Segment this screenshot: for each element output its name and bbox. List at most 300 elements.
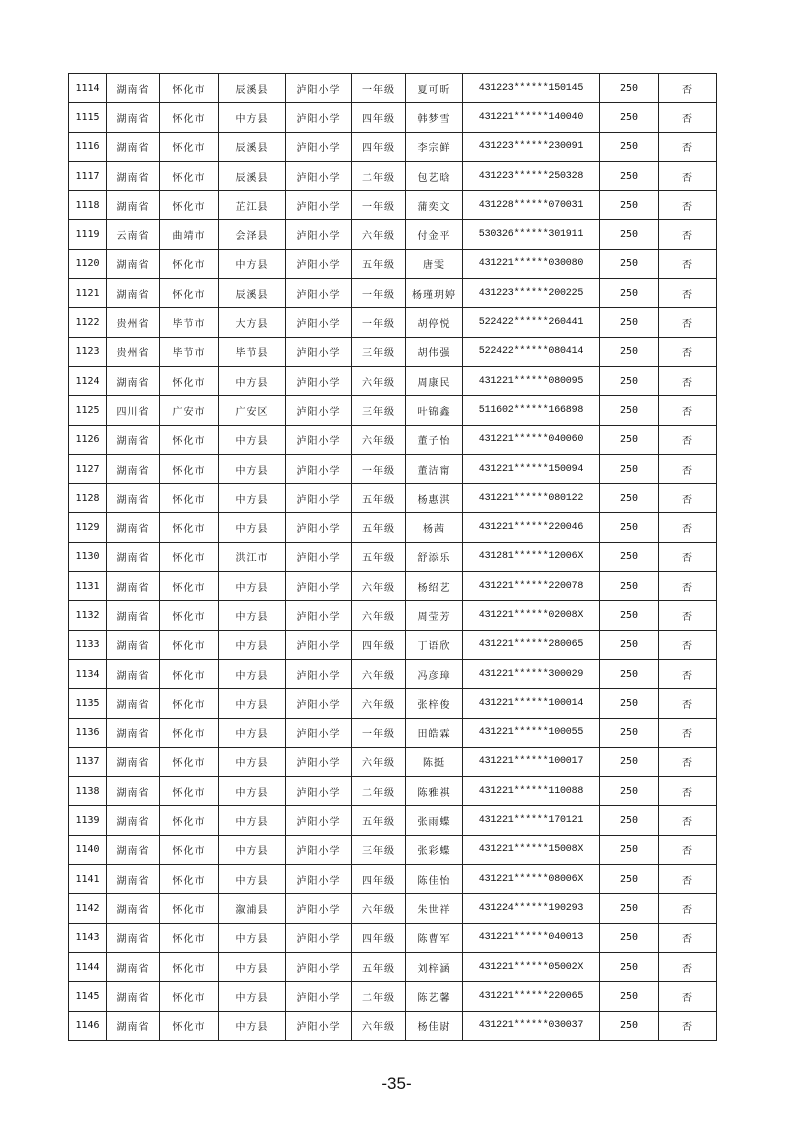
school-cell: 泸阳小学 xyxy=(286,835,352,864)
county-cell: 中方县 xyxy=(219,601,286,630)
school-cell: 泸阳小学 xyxy=(286,366,352,395)
grade-cell: 六年级 xyxy=(352,659,406,688)
table-row xyxy=(69,454,717,483)
amount-cell: 250 xyxy=(600,630,659,659)
county-cell: 中方县 xyxy=(219,425,286,454)
student-name-cell: 夏可昕 xyxy=(406,74,463,103)
student-name-cell: 陈佳怡 xyxy=(406,865,463,894)
id-number-cell: 431223******200225 xyxy=(463,279,600,308)
status-cell: 否 xyxy=(659,865,717,894)
school-cell: 泸阳小学 xyxy=(286,454,352,483)
school-cell: 泸阳小学 xyxy=(286,923,352,952)
city-cell: 怀化市 xyxy=(160,982,219,1011)
school-cell: 泸阳小学 xyxy=(286,747,352,776)
grade-cell: 六年级 xyxy=(352,366,406,395)
amount-cell: 250 xyxy=(600,572,659,601)
province-cell: 湖南省 xyxy=(107,923,160,952)
city-cell: 怀化市 xyxy=(160,689,219,718)
county-cell: 中方县 xyxy=(219,806,286,835)
grade-cell: 六年级 xyxy=(352,425,406,454)
row-number-cell: 1146 xyxy=(69,1011,107,1040)
county-cell: 中方县 xyxy=(219,513,286,542)
status-cell: 否 xyxy=(659,952,717,981)
county-cell: 中方县 xyxy=(219,777,286,806)
student-name-cell: 周莹芳 xyxy=(406,601,463,630)
status-cell: 否 xyxy=(659,572,717,601)
province-cell: 湖南省 xyxy=(107,865,160,894)
table-row xyxy=(69,689,717,718)
grade-cell: 四年级 xyxy=(352,132,406,161)
city-cell: 怀化市 xyxy=(160,865,219,894)
school-cell: 泸阳小学 xyxy=(286,249,352,278)
city-cell: 怀化市 xyxy=(160,425,219,454)
city-cell: 怀化市 xyxy=(160,572,219,601)
status-cell: 否 xyxy=(659,484,717,513)
status-cell: 否 xyxy=(659,454,717,483)
row-number-cell: 1119 xyxy=(69,220,107,249)
province-cell: 湖南省 xyxy=(107,191,160,220)
grade-cell: 六年级 xyxy=(352,1011,406,1040)
id-number-cell: 431221******02008X xyxy=(463,601,600,630)
school-cell: 泸阳小学 xyxy=(286,659,352,688)
amount-cell: 250 xyxy=(600,337,659,366)
city-cell: 广安市 xyxy=(160,396,219,425)
id-number-cell: 431221******100014 xyxy=(463,689,600,718)
row-number-cell: 1116 xyxy=(69,132,107,161)
table-row xyxy=(69,191,717,220)
amount-cell: 250 xyxy=(600,513,659,542)
student-name-cell: 胡伟强 xyxy=(406,337,463,366)
county-cell: 中方县 xyxy=(219,659,286,688)
grade-cell: 六年级 xyxy=(352,601,406,630)
grade-cell: 三年级 xyxy=(352,396,406,425)
grade-cell: 一年级 xyxy=(352,454,406,483)
id-number-cell: 431221******220046 xyxy=(463,513,600,542)
status-cell: 否 xyxy=(659,894,717,923)
id-number-cell: 522422******260441 xyxy=(463,308,600,337)
county-cell: 中方县 xyxy=(219,865,286,894)
province-cell: 湖南省 xyxy=(107,1011,160,1040)
province-cell: 湖南省 xyxy=(107,777,160,806)
province-cell: 湖南省 xyxy=(107,279,160,308)
city-cell: 曲靖市 xyxy=(160,220,219,249)
amount-cell: 250 xyxy=(600,279,659,308)
row-number-cell: 1125 xyxy=(69,396,107,425)
id-number-cell: 431221******040013 xyxy=(463,923,600,952)
status-cell: 否 xyxy=(659,718,717,747)
status-cell: 否 xyxy=(659,806,717,835)
table-row xyxy=(69,1011,717,1040)
school-cell: 泸阳小学 xyxy=(286,689,352,718)
county-cell: 毕节县 xyxy=(219,337,286,366)
city-cell: 怀化市 xyxy=(160,103,219,132)
status-cell: 否 xyxy=(659,74,717,103)
amount-cell: 250 xyxy=(600,718,659,747)
student-name-cell: 陈艺馨 xyxy=(406,982,463,1011)
school-cell: 泸阳小学 xyxy=(286,572,352,601)
table-row xyxy=(69,923,717,952)
county-cell: 中方县 xyxy=(219,249,286,278)
row-number-cell: 1144 xyxy=(69,952,107,981)
table-row xyxy=(69,513,717,542)
status-cell: 否 xyxy=(659,191,717,220)
id-number-cell: 511602******166898 xyxy=(463,396,600,425)
status-cell: 否 xyxy=(659,161,717,190)
row-number-cell: 1142 xyxy=(69,894,107,923)
province-cell: 湖南省 xyxy=(107,454,160,483)
grade-cell: 六年级 xyxy=(352,572,406,601)
province-cell: 湖南省 xyxy=(107,689,160,718)
student-name-cell: 胡停悦 xyxy=(406,308,463,337)
row-number-cell: 1114 xyxy=(69,74,107,103)
row-number-cell: 1132 xyxy=(69,601,107,630)
province-cell: 湖南省 xyxy=(107,601,160,630)
city-cell: 毕节市 xyxy=(160,337,219,366)
amount-cell: 250 xyxy=(600,484,659,513)
school-cell: 泸阳小学 xyxy=(286,103,352,132)
table-row xyxy=(69,835,717,864)
id-number-cell: 431221******220065 xyxy=(463,982,600,1011)
id-number-cell: 431221******170121 xyxy=(463,806,600,835)
county-cell: 中方县 xyxy=(219,835,286,864)
student-name-cell: 刘梓涵 xyxy=(406,952,463,981)
amount-cell: 250 xyxy=(600,835,659,864)
status-cell: 否 xyxy=(659,220,717,249)
grade-cell: 三年级 xyxy=(352,835,406,864)
table-row xyxy=(69,279,717,308)
student-name-cell: 董洁甯 xyxy=(406,454,463,483)
student-name-cell: 付金平 xyxy=(406,220,463,249)
amount-cell: 250 xyxy=(600,425,659,454)
student-name-cell: 张雨蝶 xyxy=(406,806,463,835)
status-cell: 否 xyxy=(659,659,717,688)
school-cell: 泸阳小学 xyxy=(286,425,352,454)
grade-cell: 一年级 xyxy=(352,74,406,103)
id-number-cell: 431221******140040 xyxy=(463,103,600,132)
id-number-cell: 431281******12006X xyxy=(463,542,600,571)
city-cell: 怀化市 xyxy=(160,630,219,659)
school-cell: 泸阳小学 xyxy=(286,132,352,161)
table-row xyxy=(69,659,717,688)
status-cell: 否 xyxy=(659,1011,717,1040)
table-row xyxy=(69,484,717,513)
city-cell: 怀化市 xyxy=(160,366,219,395)
id-number-cell: 431221******080095 xyxy=(463,366,600,395)
amount-cell: 250 xyxy=(600,191,659,220)
county-cell: 中方县 xyxy=(219,103,286,132)
id-number-cell: 431221******040060 xyxy=(463,425,600,454)
grade-cell: 三年级 xyxy=(352,337,406,366)
id-number-cell: 431221******08006X xyxy=(463,865,600,894)
grade-cell: 一年级 xyxy=(352,308,406,337)
student-name-cell: 舒添乐 xyxy=(406,542,463,571)
amount-cell: 250 xyxy=(600,396,659,425)
status-cell: 否 xyxy=(659,601,717,630)
id-number-cell: 431221******100055 xyxy=(463,718,600,747)
county-cell: 中方县 xyxy=(219,1011,286,1040)
grade-cell: 四年级 xyxy=(352,865,406,894)
amount-cell: 250 xyxy=(600,74,659,103)
city-cell: 怀化市 xyxy=(160,161,219,190)
city-cell: 怀化市 xyxy=(160,718,219,747)
student-name-cell: 杨绍艺 xyxy=(406,572,463,601)
student-name-cell: 董子怡 xyxy=(406,425,463,454)
province-cell: 湖南省 xyxy=(107,249,160,278)
student-name-cell: 丁语欣 xyxy=(406,630,463,659)
province-cell: 贵州省 xyxy=(107,337,160,366)
id-number-cell: 431221******220078 xyxy=(463,572,600,601)
table-row xyxy=(69,982,717,1011)
school-cell: 泸阳小学 xyxy=(286,484,352,513)
school-cell: 泸阳小学 xyxy=(286,806,352,835)
province-cell: 湖南省 xyxy=(107,513,160,542)
student-name-cell: 唐雯 xyxy=(406,249,463,278)
table-row xyxy=(69,103,717,132)
student-name-cell: 李宗鲜 xyxy=(406,132,463,161)
grade-cell: 五年级 xyxy=(352,513,406,542)
student-name-cell: 张彩蝶 xyxy=(406,835,463,864)
amount-cell: 250 xyxy=(600,689,659,718)
table-row xyxy=(69,572,717,601)
province-cell: 湖南省 xyxy=(107,74,160,103)
county-cell: 中方县 xyxy=(219,630,286,659)
table-row xyxy=(69,542,717,571)
province-cell: 湖南省 xyxy=(107,718,160,747)
grade-cell: 一年级 xyxy=(352,718,406,747)
id-number-cell: 530326******301911 xyxy=(463,220,600,249)
row-number-cell: 1128 xyxy=(69,484,107,513)
row-number-cell: 1134 xyxy=(69,659,107,688)
student-name-cell: 冯彦璋 xyxy=(406,659,463,688)
county-cell: 溆浦县 xyxy=(219,894,286,923)
amount-cell: 250 xyxy=(600,923,659,952)
student-name-cell: 朱世祥 xyxy=(406,894,463,923)
student-name-cell: 周康民 xyxy=(406,366,463,395)
school-cell: 泸阳小学 xyxy=(286,982,352,1011)
city-cell: 毕节市 xyxy=(160,308,219,337)
student-name-cell: 陈挺 xyxy=(406,747,463,776)
row-number-cell: 1145 xyxy=(69,982,107,1011)
school-cell: 泸阳小学 xyxy=(286,513,352,542)
table-row xyxy=(69,601,717,630)
status-cell: 否 xyxy=(659,982,717,1011)
school-cell: 泸阳小学 xyxy=(286,74,352,103)
amount-cell: 250 xyxy=(600,601,659,630)
amount-cell: 250 xyxy=(600,249,659,278)
student-name-cell: 田皓霖 xyxy=(406,718,463,747)
table-row xyxy=(69,161,717,190)
city-cell: 怀化市 xyxy=(160,777,219,806)
row-number-cell: 1130 xyxy=(69,542,107,571)
id-number-cell: 431223******150145 xyxy=(463,74,600,103)
grade-cell: 二年级 xyxy=(352,161,406,190)
row-number-cell: 1124 xyxy=(69,366,107,395)
school-cell: 泸阳小学 xyxy=(286,1011,352,1040)
school-cell: 泸阳小学 xyxy=(286,337,352,366)
city-cell: 怀化市 xyxy=(160,513,219,542)
status-cell: 否 xyxy=(659,425,717,454)
county-cell: 中方县 xyxy=(219,923,286,952)
row-number-cell: 1126 xyxy=(69,425,107,454)
status-cell: 否 xyxy=(659,249,717,278)
id-number-cell: 431221******110088 xyxy=(463,777,600,806)
amount-cell: 250 xyxy=(600,894,659,923)
amount-cell: 250 xyxy=(600,220,659,249)
row-number-cell: 1127 xyxy=(69,454,107,483)
city-cell: 怀化市 xyxy=(160,74,219,103)
status-cell: 否 xyxy=(659,689,717,718)
row-number-cell: 1120 xyxy=(69,249,107,278)
status-cell: 否 xyxy=(659,835,717,864)
id-number-cell: 431221******030037 xyxy=(463,1011,600,1040)
city-cell: 怀化市 xyxy=(160,894,219,923)
table-row xyxy=(69,249,717,278)
city-cell: 怀化市 xyxy=(160,249,219,278)
province-cell: 湖南省 xyxy=(107,806,160,835)
province-cell: 湖南省 xyxy=(107,630,160,659)
grade-cell: 六年级 xyxy=(352,689,406,718)
city-cell: 怀化市 xyxy=(160,132,219,161)
city-cell: 怀化市 xyxy=(160,279,219,308)
amount-cell: 250 xyxy=(600,542,659,571)
school-cell: 泸阳小学 xyxy=(286,220,352,249)
table-row xyxy=(69,747,717,776)
city-cell: 怀化市 xyxy=(160,454,219,483)
province-cell: 湖南省 xyxy=(107,425,160,454)
school-cell: 泸阳小学 xyxy=(286,542,352,571)
amount-cell: 250 xyxy=(600,777,659,806)
row-number-cell: 1115 xyxy=(69,103,107,132)
province-cell: 湖南省 xyxy=(107,161,160,190)
table-row xyxy=(69,894,717,923)
county-cell: 会泽县 xyxy=(219,220,286,249)
amount-cell: 250 xyxy=(600,982,659,1011)
grade-cell: 四年级 xyxy=(352,630,406,659)
amount-cell: 250 xyxy=(600,161,659,190)
grade-cell: 二年级 xyxy=(352,982,406,1011)
province-cell: 湖南省 xyxy=(107,366,160,395)
county-cell: 中方县 xyxy=(219,366,286,395)
county-cell: 芷江县 xyxy=(219,191,286,220)
student-name-cell: 张梓俊 xyxy=(406,689,463,718)
row-number-cell: 1122 xyxy=(69,308,107,337)
id-number-cell: 431221******300029 xyxy=(463,659,600,688)
row-number-cell: 1140 xyxy=(69,835,107,864)
county-cell: 中方县 xyxy=(219,718,286,747)
row-number-cell: 1118 xyxy=(69,191,107,220)
province-cell: 贵州省 xyxy=(107,308,160,337)
city-cell: 怀化市 xyxy=(160,952,219,981)
status-cell: 否 xyxy=(659,630,717,659)
grade-cell: 五年级 xyxy=(352,542,406,571)
city-cell: 怀化市 xyxy=(160,484,219,513)
status-cell: 否 xyxy=(659,337,717,366)
id-number-cell: 431228******070031 xyxy=(463,191,600,220)
grade-cell: 六年级 xyxy=(352,747,406,776)
table-row xyxy=(69,865,717,894)
id-number-cell: 431221******05002X xyxy=(463,952,600,981)
id-number-cell: 431223******230091 xyxy=(463,132,600,161)
province-cell: 湖南省 xyxy=(107,132,160,161)
province-cell: 湖南省 xyxy=(107,572,160,601)
row-number-cell: 1135 xyxy=(69,689,107,718)
city-cell: 怀化市 xyxy=(160,191,219,220)
student-name-cell: 杨佳尉 xyxy=(406,1011,463,1040)
status-cell: 否 xyxy=(659,396,717,425)
amount-cell: 250 xyxy=(600,1011,659,1040)
county-cell: 辰溪县 xyxy=(219,161,286,190)
row-number-cell: 1129 xyxy=(69,513,107,542)
province-cell: 湖南省 xyxy=(107,103,160,132)
status-cell: 否 xyxy=(659,747,717,776)
grade-cell: 一年级 xyxy=(352,191,406,220)
province-cell: 湖南省 xyxy=(107,659,160,688)
table-row xyxy=(69,366,717,395)
grade-cell: 二年级 xyxy=(352,777,406,806)
province-cell: 云南省 xyxy=(107,220,160,249)
county-cell: 辰溪县 xyxy=(219,279,286,308)
id-number-cell: 431221******280065 xyxy=(463,630,600,659)
city-cell: 怀化市 xyxy=(160,659,219,688)
table-row xyxy=(69,396,717,425)
table-row xyxy=(69,630,717,659)
city-cell: 怀化市 xyxy=(160,747,219,776)
status-cell: 否 xyxy=(659,308,717,337)
city-cell: 怀化市 xyxy=(160,601,219,630)
student-name-cell: 叶锦鑫 xyxy=(406,396,463,425)
status-cell: 否 xyxy=(659,513,717,542)
student-name-cell: 杨瑾玥婷 xyxy=(406,279,463,308)
id-number-cell: 431221******150094 xyxy=(463,454,600,483)
table-row xyxy=(69,74,717,103)
amount-cell: 250 xyxy=(600,308,659,337)
province-cell: 湖南省 xyxy=(107,835,160,864)
province-cell: 四川省 xyxy=(107,396,160,425)
grade-cell: 四年级 xyxy=(352,103,406,132)
row-number-cell: 1143 xyxy=(69,923,107,952)
row-number-cell: 1136 xyxy=(69,718,107,747)
student-name-cell: 蒲奕文 xyxy=(406,191,463,220)
county-cell: 中方县 xyxy=(219,952,286,981)
row-number-cell: 1137 xyxy=(69,747,107,776)
status-cell: 否 xyxy=(659,777,717,806)
province-cell: 湖南省 xyxy=(107,542,160,571)
city-cell: 怀化市 xyxy=(160,923,219,952)
city-cell: 怀化市 xyxy=(160,542,219,571)
county-cell: 中方县 xyxy=(219,484,286,513)
city-cell: 怀化市 xyxy=(160,806,219,835)
grade-cell: 五年级 xyxy=(352,249,406,278)
county-cell: 中方县 xyxy=(219,982,286,1011)
grade-cell: 四年级 xyxy=(352,923,406,952)
id-number-cell: 431223******250328 xyxy=(463,161,600,190)
school-cell: 泸阳小学 xyxy=(286,777,352,806)
row-number-cell: 1139 xyxy=(69,806,107,835)
id-number-cell: 431221******030080 xyxy=(463,249,600,278)
amount-cell: 250 xyxy=(600,103,659,132)
county-cell: 辰溪县 xyxy=(219,132,286,161)
page-number: -35- xyxy=(381,1074,412,1093)
province-cell: 湖南省 xyxy=(107,484,160,513)
student-name-cell: 韩梦雪 xyxy=(406,103,463,132)
grade-cell: 六年级 xyxy=(352,220,406,249)
status-cell: 否 xyxy=(659,103,717,132)
table-row xyxy=(69,220,717,249)
table-row xyxy=(69,337,717,366)
row-number-cell: 1133 xyxy=(69,630,107,659)
school-cell: 泸阳小学 xyxy=(286,191,352,220)
county-cell: 中方县 xyxy=(219,747,286,776)
